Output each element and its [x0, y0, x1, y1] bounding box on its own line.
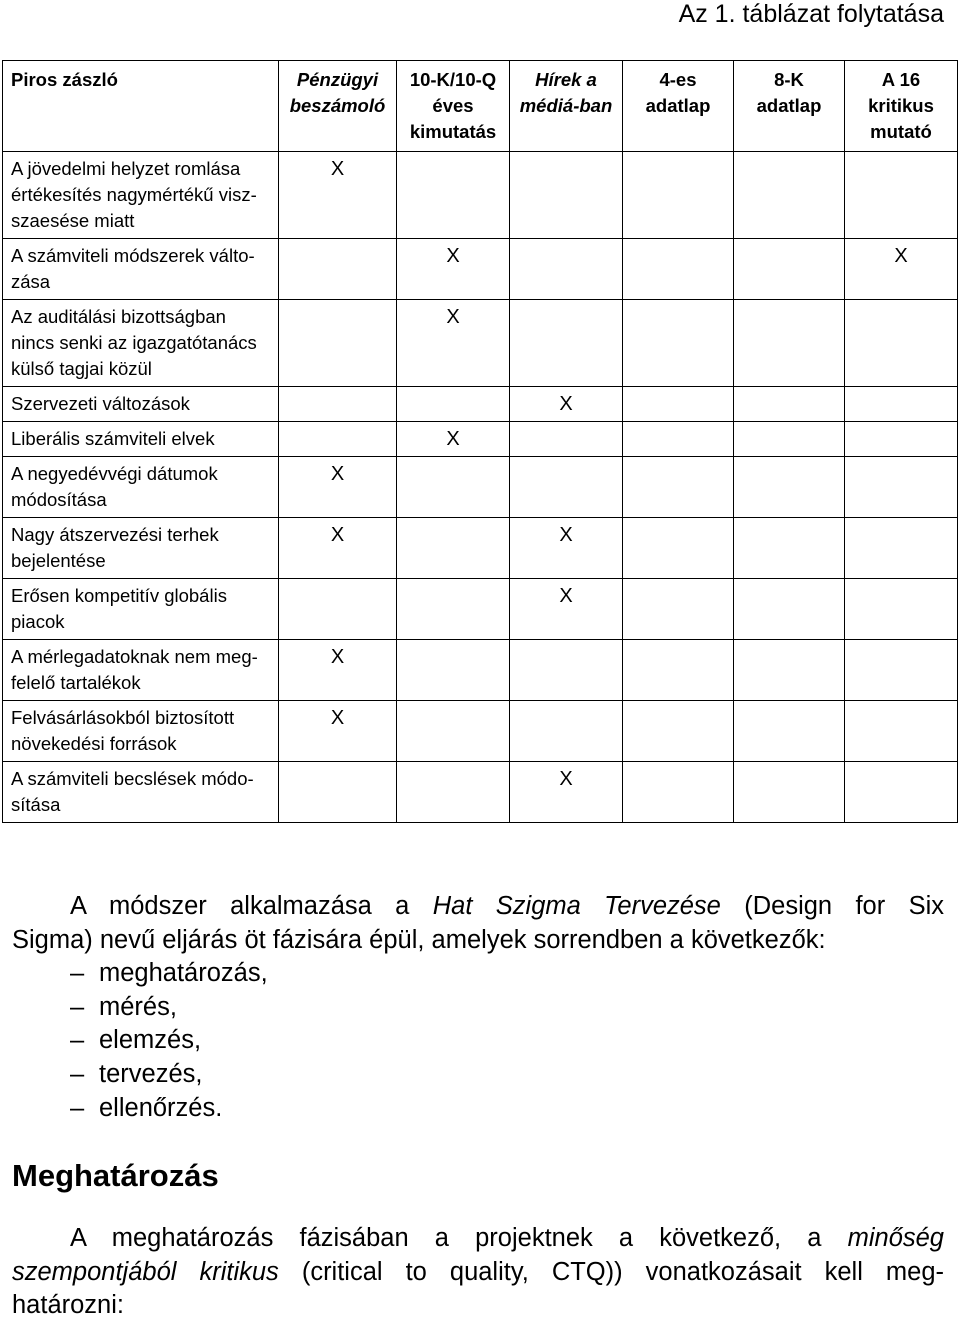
- column-header-0: [3, 61, 279, 152]
- mark-cell: [279, 300, 397, 387]
- mark-cell: [510, 152, 623, 239]
- mark-cell: [845, 518, 958, 579]
- table-caption: Az 1. táblázat folytatása: [678, 0, 944, 28]
- phase-label: mérés,: [99, 992, 177, 1021]
- definition-paragraph: [12, 1222, 944, 1323]
- mark-cell: [845, 457, 958, 518]
- mark-cell: [623, 518, 734, 579]
- phase-label: tervezés,: [99, 1059, 203, 1088]
- phase-label: meghatározás,: [99, 959, 268, 988]
- mark-cell: [510, 239, 623, 300]
- intro-line-1: [12, 890, 944, 924]
- phase-list: [12, 957, 944, 1125]
- section-heading: Meghatározás: [12, 1158, 219, 1193]
- mark-cell: [279, 579, 397, 640]
- definition-text-1: A meghatározás fázisában a projektnek a következő, a: [70, 1224, 848, 1252]
- column-header-label: 10-K/10-Q éves kimutatás: [409, 69, 497, 142]
- table-row: [3, 387, 958, 422]
- mark-cell: [623, 422, 734, 457]
- mark-cell: [623, 457, 734, 518]
- mark-cell: X: [510, 387, 623, 422]
- mark-cell: [510, 457, 623, 518]
- mark-cell: [845, 300, 958, 387]
- column-header-1: [279, 61, 397, 152]
- row-label: A számviteli becslések módo-sítása: [3, 762, 279, 823]
- dash-bullet: –: [70, 992, 85, 1021]
- definition-italic-2: szempontjából kritikus: [12, 1257, 279, 1286]
- mark-cell: X: [397, 422, 510, 457]
- definition-line-3: határozni:: [12, 1291, 124, 1320]
- table-row: [3, 762, 958, 823]
- table-row: [3, 300, 958, 387]
- mark-cell: [845, 579, 958, 640]
- intro-italic: Hat Szigma Tervezése: [432, 892, 721, 920]
- mark-cell: X: [510, 518, 623, 579]
- intro-text-2: (Design for Six: [720, 892, 944, 920]
- mark-cell: [734, 387, 845, 422]
- mark-cell: X: [279, 457, 397, 518]
- table-row: [3, 579, 958, 640]
- column-header-label: 8-K adatlap: [756, 69, 822, 116]
- column-header-label: Pénzügyi beszámoló: [289, 69, 386, 116]
- mark-cell: [397, 518, 510, 579]
- mark-cell: [623, 762, 734, 823]
- mark-cell: X: [397, 239, 510, 300]
- table-header-row: [3, 61, 958, 152]
- table-body: [3, 152, 958, 823]
- row-label: A mérlegadatoknak nem meg-felelő tartalékok: [3, 640, 279, 701]
- mark-cell: [623, 239, 734, 300]
- intro-line-2: Sigma) nevű eljárás öt fázisára épül, amelyek sorrendben a következők:: [12, 925, 826, 954]
- row-label: Az auditálási bizottságban nincs senki az igazgatótanács külső tagjai közül: [3, 300, 279, 387]
- definition-line-1: [12, 1222, 944, 1256]
- definition-italic-1: minőség: [847, 1224, 944, 1252]
- intro-text-1: A módszer alkalmazása a: [70, 892, 433, 920]
- dash-bullet: –: [70, 1093, 85, 1122]
- mark-cell: [623, 387, 734, 422]
- mark-cell: [734, 762, 845, 823]
- mark-cell: [279, 239, 397, 300]
- mark-cell: [734, 640, 845, 701]
- phase-item: [12, 1024, 944, 1058]
- column-header-3: [510, 61, 623, 152]
- mark-cell: [397, 457, 510, 518]
- column-header-label: Hírek a médiá-ban: [519, 69, 613, 116]
- mark-cell: [845, 640, 958, 701]
- mark-cell: [845, 762, 958, 823]
- dash-bullet: –: [70, 959, 85, 988]
- phase-item: [12, 957, 944, 991]
- mark-cell: [734, 579, 845, 640]
- column-header-2: [397, 61, 510, 152]
- mark-cell: [734, 152, 845, 239]
- dash-bullet: –: [70, 1026, 85, 1055]
- mark-cell: [623, 701, 734, 762]
- phase-item: [12, 1092, 944, 1126]
- mark-cell: [397, 387, 510, 422]
- phase-label: elemzés,: [99, 1026, 202, 1055]
- table-row: [3, 701, 958, 762]
- definition-text-2: (critical to quality, CTQ)) vonatkozásait kell meg-: [278, 1257, 944, 1286]
- mark-cell: [397, 640, 510, 701]
- mark-cell: X: [510, 579, 623, 640]
- mark-cell: [845, 152, 958, 239]
- row-label: Nagy átszervezési terhek bejelentése: [3, 518, 279, 579]
- mark-cell: [734, 422, 845, 457]
- dash-bullet: –: [70, 1059, 85, 1088]
- phase-item: [12, 991, 944, 1025]
- mark-cell: [734, 701, 845, 762]
- row-label: A jövedelmi helyzet romlása értékesítés nagymértékű visz-szaesése miatt: [3, 152, 279, 239]
- row-label: Szervezeti változások: [3, 387, 279, 422]
- red-flag-table: [2, 60, 958, 823]
- mark-cell: [623, 640, 734, 701]
- mark-cell: [397, 762, 510, 823]
- mark-cell: X: [279, 640, 397, 701]
- mark-cell: [510, 640, 623, 701]
- row-label: A számviteli módszerek válto-zása: [3, 239, 279, 300]
- mark-cell: X: [510, 762, 623, 823]
- phase-item: [12, 1058, 944, 1092]
- mark-cell: X: [279, 701, 397, 762]
- table-row: [3, 422, 958, 457]
- row-label: A negyedévvégi dátumok módosítása: [3, 457, 279, 518]
- mark-cell: [734, 239, 845, 300]
- column-header-6: [845, 61, 958, 152]
- column-header-label: 4-es adatlap: [645, 69, 711, 116]
- table-row: [3, 239, 958, 300]
- table-row: [3, 152, 958, 239]
- mark-cell: [845, 387, 958, 422]
- mark-cell: [397, 152, 510, 239]
- column-header-4: [623, 61, 734, 152]
- column-header-label: Piros zászló: [11, 69, 118, 90]
- mark-cell: X: [279, 518, 397, 579]
- row-label: Erősen kompetitív globális piacok: [3, 579, 279, 640]
- table-row: [3, 640, 958, 701]
- row-label: Liberális számviteli elvek: [3, 422, 279, 457]
- mark-cell: X: [397, 300, 510, 387]
- mark-cell: X: [279, 152, 397, 239]
- definition-line-2: [12, 1256, 944, 1290]
- mark-cell: [623, 300, 734, 387]
- column-header-5: [734, 61, 845, 152]
- phase-label: ellenőrzés.: [99, 1093, 223, 1122]
- mark-cell: [734, 457, 845, 518]
- column-header-label: A 16 kritikus mutató: [868, 69, 934, 142]
- method-intro: [12, 890, 944, 1125]
- mark-cell: [623, 579, 734, 640]
- mark-cell: X: [845, 239, 958, 300]
- mark-cell: [510, 701, 623, 762]
- row-label: Felvásárlásokból biztosított növekedési források: [3, 701, 279, 762]
- table-row: [3, 457, 958, 518]
- mark-cell: [845, 422, 958, 457]
- mark-cell: [734, 518, 845, 579]
- mark-cell: [397, 701, 510, 762]
- mark-cell: [397, 579, 510, 640]
- mark-cell: [845, 701, 958, 762]
- mark-cell: [279, 762, 397, 823]
- table-row: [3, 518, 958, 579]
- mark-cell: [510, 422, 623, 457]
- mark-cell: [279, 422, 397, 457]
- mark-cell: [734, 300, 845, 387]
- mark-cell: [279, 387, 397, 422]
- mark-cell: [510, 300, 623, 387]
- mark-cell: [623, 152, 734, 239]
